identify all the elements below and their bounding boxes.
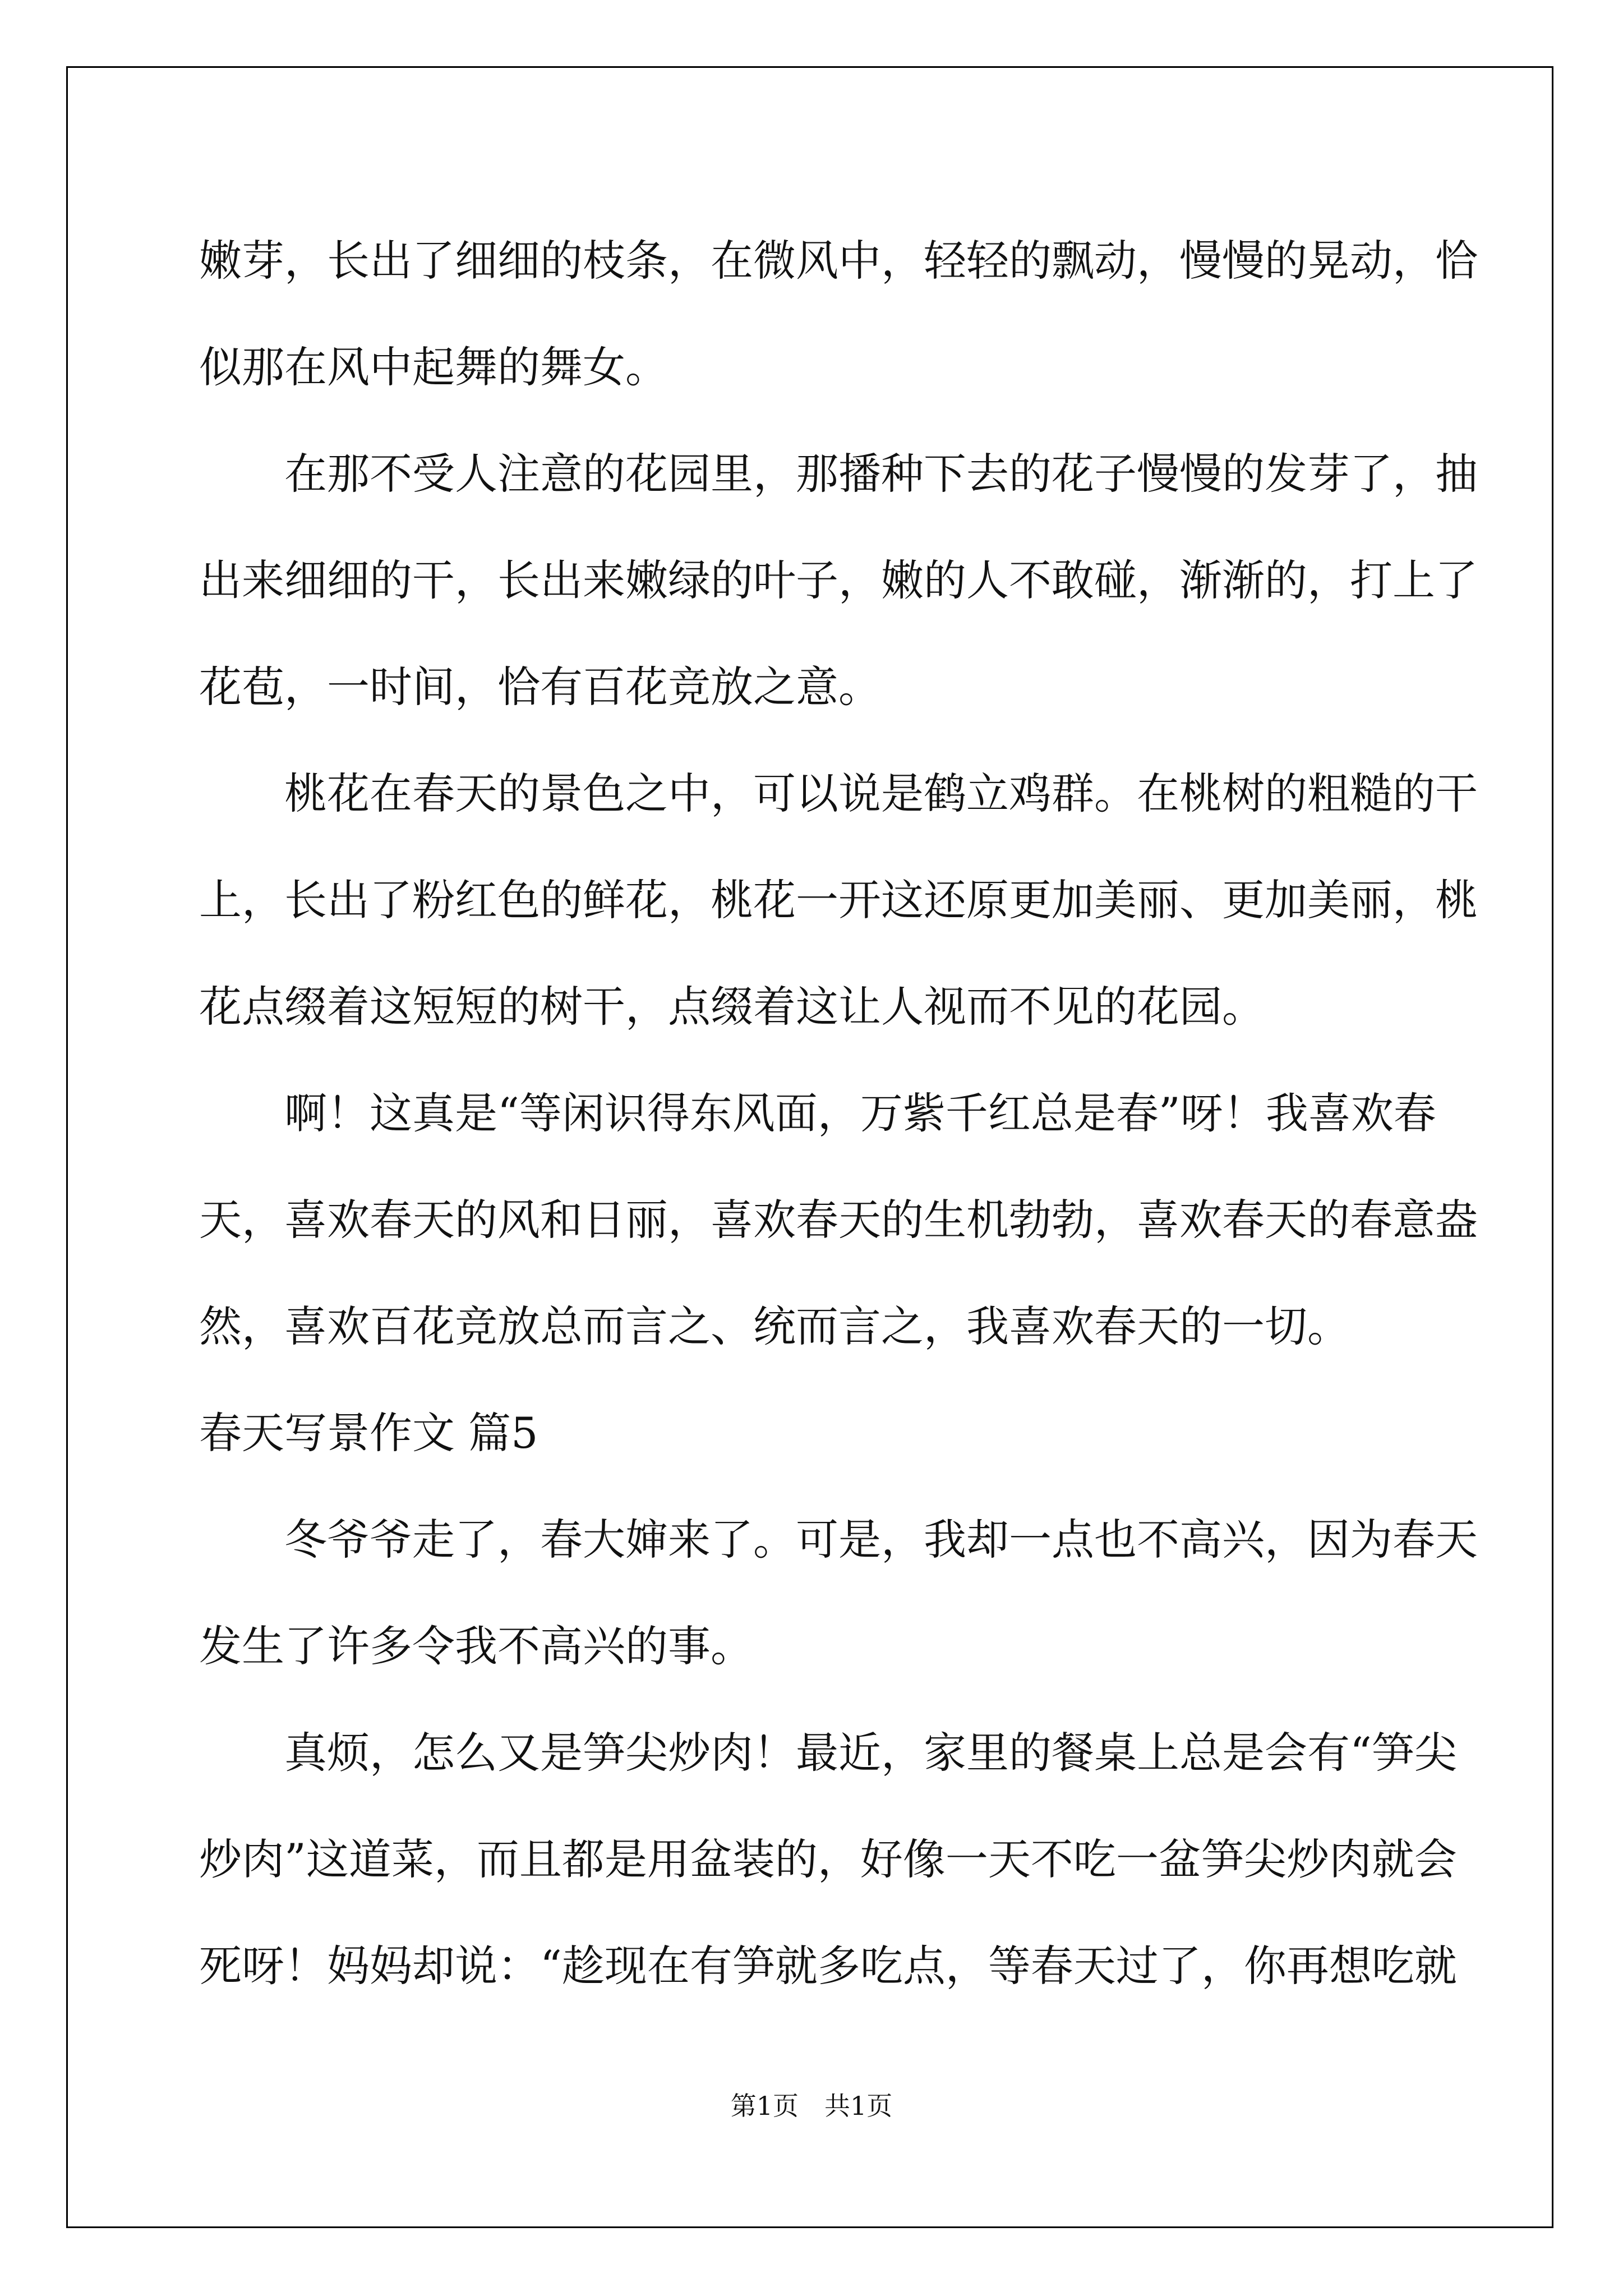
text-line: 花点缀着这短短的树干，点缀着这让人视而不见的花园。 [199,982,1265,1032]
page-footer: 第1页 共1页 [730,2091,893,2121]
text-line: 似那在风中起舞的舞女。 [199,342,668,392]
section-heading: 春天写景作文 篇5 [199,1408,538,1458]
text-line: 然，喜欢百花竞放总而言之、统而言之，我喜欢春天的一切。 [199,1301,1350,1351]
text-line: 在那不受人注意的花园里，那播种下去的花子慢慢的发芽了，抽 [284,449,1478,499]
text-line: 炒肉”这道菜，而且都是用盆装的，好像一天不吃一盆笋尖炒肉就会 [199,1834,1457,1884]
text-line: 桃花在春天的景色之中，可以说是鹤立鸡群。在桃树的粗糙的干 [284,769,1478,818]
text-line: 上，长出了粉红色的鲜花，桃花一开这还原更加美丽、更加美丽，桃 [199,875,1478,925]
text-line: 死呀！妈妈却说：“趁现在有笋就多吃点，等春天过了，你再想吃就 [199,1941,1457,1991]
text-line: 出来细细的干，长出来嫩绿的叶子，嫩的人不敢碰，渐渐的，打上了 [199,555,1478,605]
text-line: 啊！这真是“等闲识得东风面，万紫千红总是春”呀！我喜欢春 [284,1088,1436,1138]
text-line: 冬爷爷走了，春大婶来了。可是，我却一点也不高兴，因为春天 [284,1515,1478,1565]
document-body [199,208,1478,2019]
text-line: 真烦，怎么又是笋尖炒肉！最近，家里的餐桌上总是会有“笋尖 [284,1728,1457,1778]
text-line: 天，喜欢春天的风和日丽，喜欢春天的生机勃勃，喜欢春天的春意盎 [199,1195,1478,1245]
text-line: 发生了许多令我不高兴的事。 [199,1621,753,1671]
text-line: 嫩芽，长出了细细的枝条，在微风中，轻轻的飘动，慢慢的晃动，恰 [199,236,1478,286]
text-line: 花苞，一时间，恰有百花竞放之意。 [199,662,881,712]
